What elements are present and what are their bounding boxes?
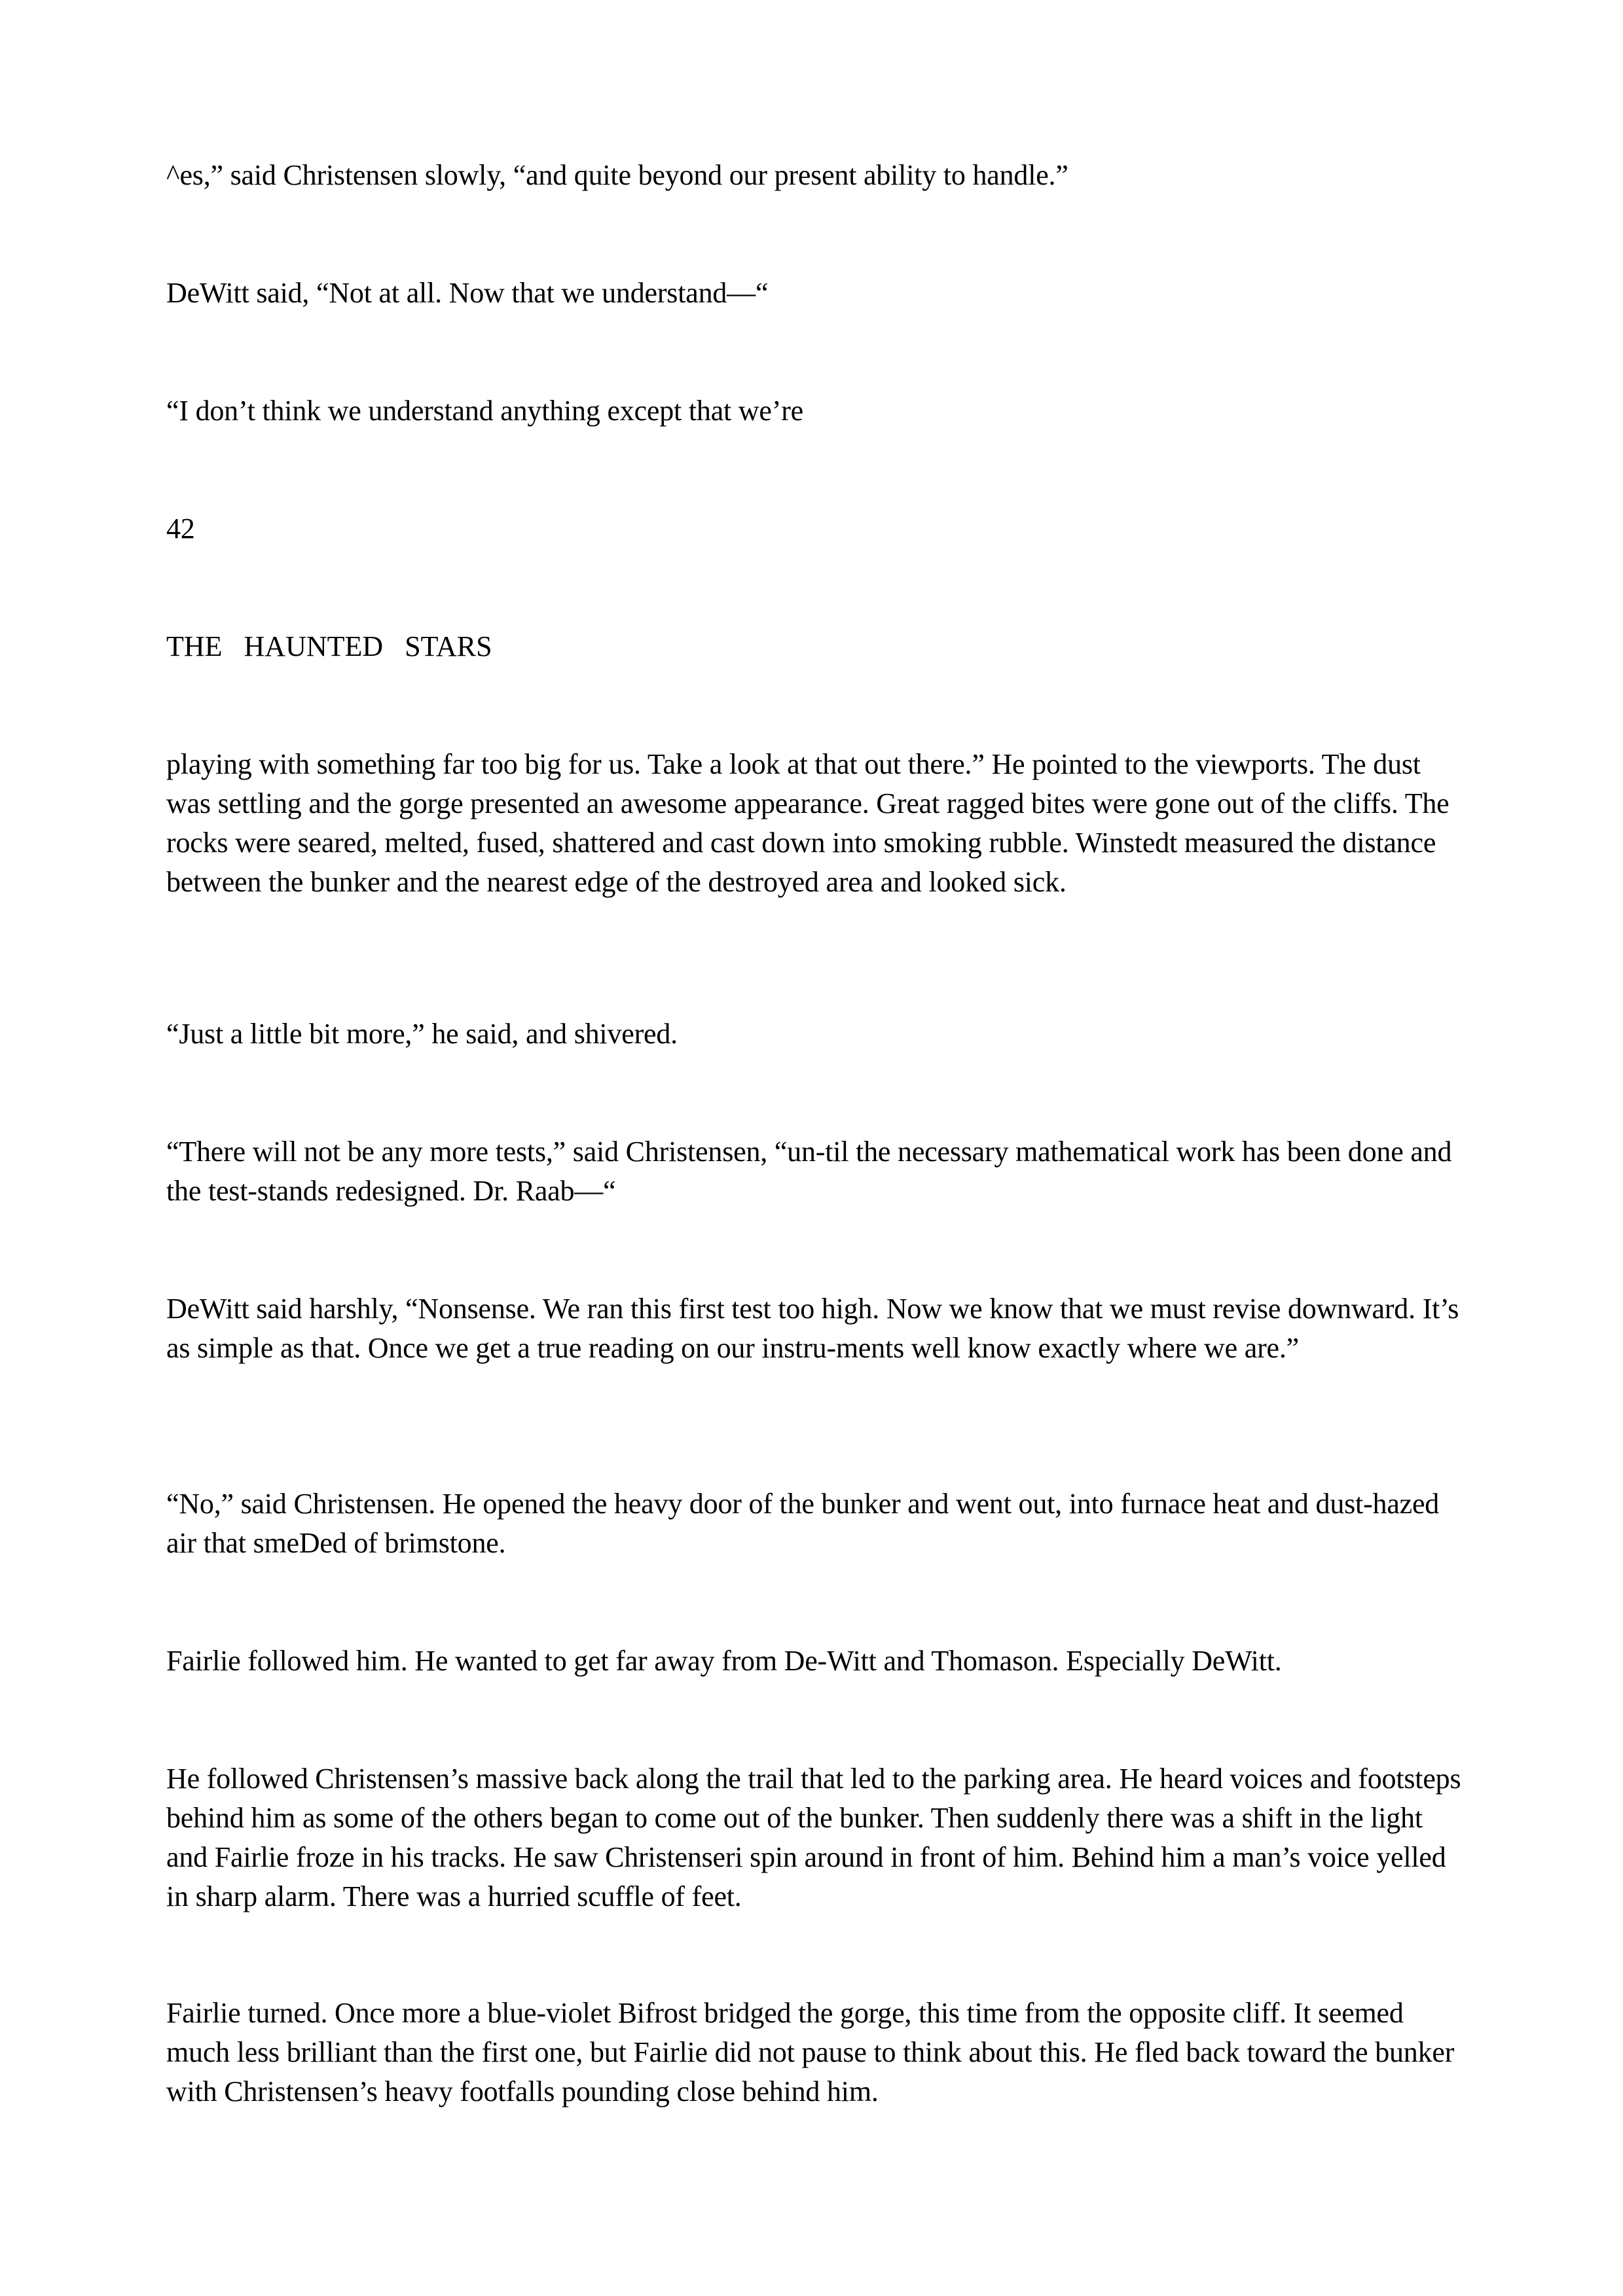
paragraph-5: “Just a little bit more,” he said, and shivered.: [166, 1018, 678, 1050]
paragraph-2: DeWitt said, “Not at all. Now that we understand—“: [166, 277, 769, 309]
paragraph-6: “There will not be any more tests,” said Christensen, “un-til the necessary mathematical work has been done and the test-stands redesigned. Dr. Raab—“: [166, 1136, 1452, 1207]
running-head: THE HAUNTED STARS: [166, 630, 492, 662]
paragraph-11: Fairlie turned. Once more a blue-violet Bifrost bridged the gorge, this time from the opposite cliff. It seemed much less brilliant than the first one, but Fairlie did not pause to think about this. He fled back toward the bunker with Christensen’s heavy footfalls pounding close behind him.: [166, 1997, 1455, 2108]
page-number: 42: [166, 512, 195, 545]
paragraph-7: DeWitt said harshly, “Nonsense. We ran this first test too high. Now we know that we must revise downward. It’s as simple as that. Once we get a true reading on our instru-ments well know exactly where we are.”: [166, 1293, 1459, 1364]
paragraph-8: “No,” said Christensen. He opened the heavy door of the bunker and went out, into furnace heat and dust-hazed air that smeDed of brimstone.: [166, 1488, 1440, 1559]
paragraph-3: “I don’t think we understand anything except that we’re: [166, 395, 803, 427]
paragraph-1: ^es,” said Christensen slowly, “and quite beyond our present ability to handle.”: [166, 159, 1068, 191]
paragraph-9: Fairlie followed him. He wanted to get far away from De-Witt and Thomason. Especially DeWitt.: [166, 1645, 1282, 1677]
paragraph-10: He followed Christensen’s massive back along the trail that led to the parking area. He heard voices and footsteps behind him as some of the others began to come out of the bunker. Then suddenly there was a shift in the light and Fairlie froze in his tracks. He saw Christenseri spin around in front of him. Behind him a man’s voice yelled in sharp alarm. There was a hurried scuffle of feet.: [166, 1763, 1461, 1912]
paragraph-4: playing with something far too big for us. Take a look at that out there.” He pointed to the viewports. The dust was settling and the gorge presented an awesome appearance. Great ragged bites were gone out of the cliffs. The rocks were seared, melted, fused, shattered and cast down into smoking rubble. Winstedt measured the distance between the bunker and the nearest edge of the destroyed area and looked sick.: [166, 748, 1450, 898]
